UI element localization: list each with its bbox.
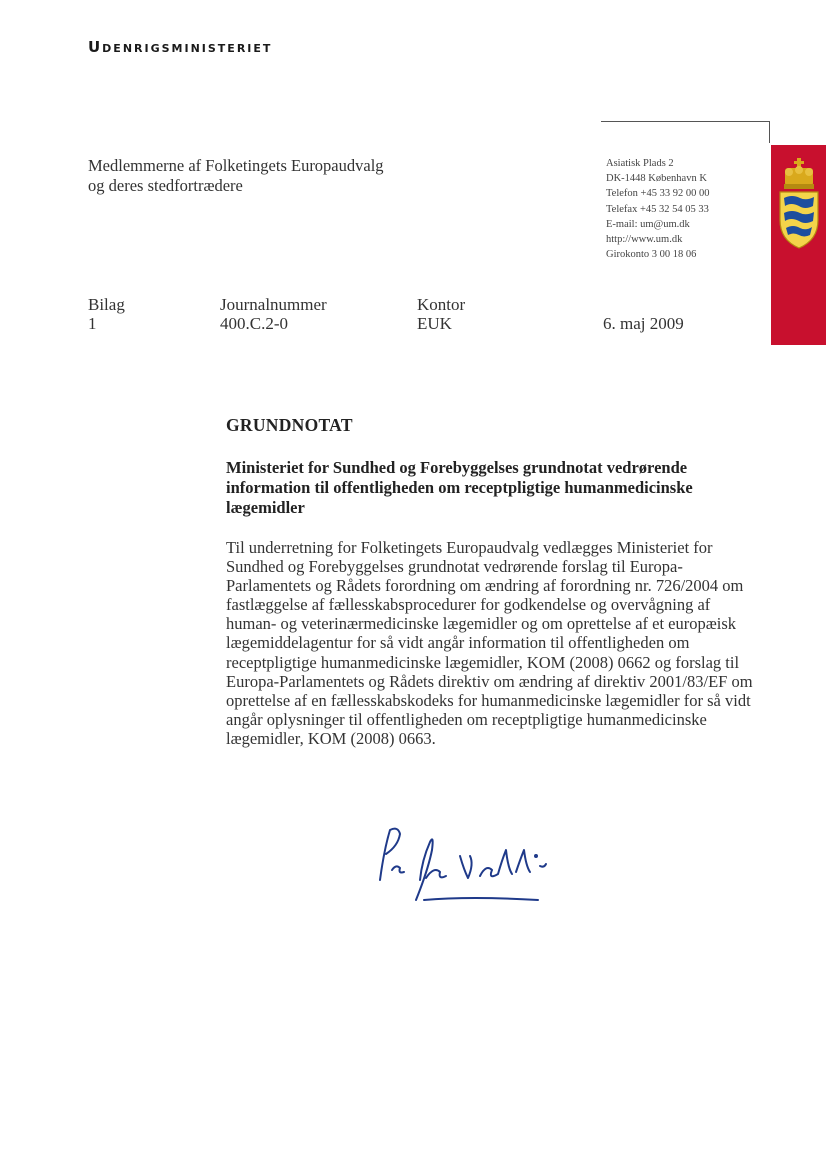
address-rule-top	[601, 121, 770, 122]
address-giro: Girokonto 3 00 18 06	[606, 249, 697, 261]
address-web: http://www.um.dk	[606, 234, 683, 246]
address-fax: Telefax +45 32 54 05 33	[606, 203, 709, 215]
handwritten-signature	[360, 820, 580, 910]
address-city: DK-1448 København K	[606, 173, 707, 185]
danish-coat-of-arms-icon	[776, 158, 822, 250]
document-type: GRUNDNOTAT	[226, 415, 353, 435]
document-body: Til underretning for Folketingets Europaudvalg vedlægges Ministeriet for Sundhed og Forebyggelses grundnotat vedrørende forslag til Europa-Parlamentets og Rådets forordning om ændring af forordning nr. 726/2004 om fastlæggelse af fællesskabsprocedurer for godkendelse og overvågning af human- og veterinærmedicinske lægemidler og om oprettelse af et europæisk lægemiddelagentur for så vidt angår information til offentligheden om receptpligtige humanmedicinske lægemidler, KOM (2008) 0662 og forslag til Europa-Parlamentets og Rådets direktiv om ændring af direktiv 2001/83/EF om oprettelse af en fællesskabskodeks for humanmedicinske lægemidler for så vidt angår oplysninger til offentligheden om receptpligtige humanmedicinske lægemidler, KOM (2008) 0663.	[226, 538, 753, 748]
address-rule-side	[769, 121, 770, 143]
document-subject: Ministeriet for Sundhed og Forebyggelses grundnotat vedrørende information til offentligheden om receptpligtige humanmedicinske lægemidler	[226, 458, 693, 517]
address-block	[606, 156, 709, 262]
bilag-value: 1	[88, 314, 97, 333]
journal-value: 400.C.2-0	[220, 314, 288, 333]
bilag-label: Bilag	[88, 295, 125, 314]
journal-label: Journalnummer	[220, 295, 327, 314]
address-phone: Telefon +45 33 92 00 00	[606, 188, 710, 200]
address-email: E-mail: um@um.dk	[606, 218, 690, 230]
kontor-label: Kontor	[417, 295, 466, 314]
recipient-line-2: og deres stedfortrædere	[88, 176, 243, 195]
recipient-line-1: Medlemmerne af Folketingets Europaudvalg	[88, 156, 384, 175]
document-date: 6. maj 2009	[603, 314, 684, 333]
kontor-value: EUK	[417, 314, 452, 333]
address-street: Asiatisk Plads 2	[606, 158, 674, 169]
recipient-block	[88, 156, 384, 196]
ministry-name: Udenrigsministeriet	[88, 38, 273, 56]
